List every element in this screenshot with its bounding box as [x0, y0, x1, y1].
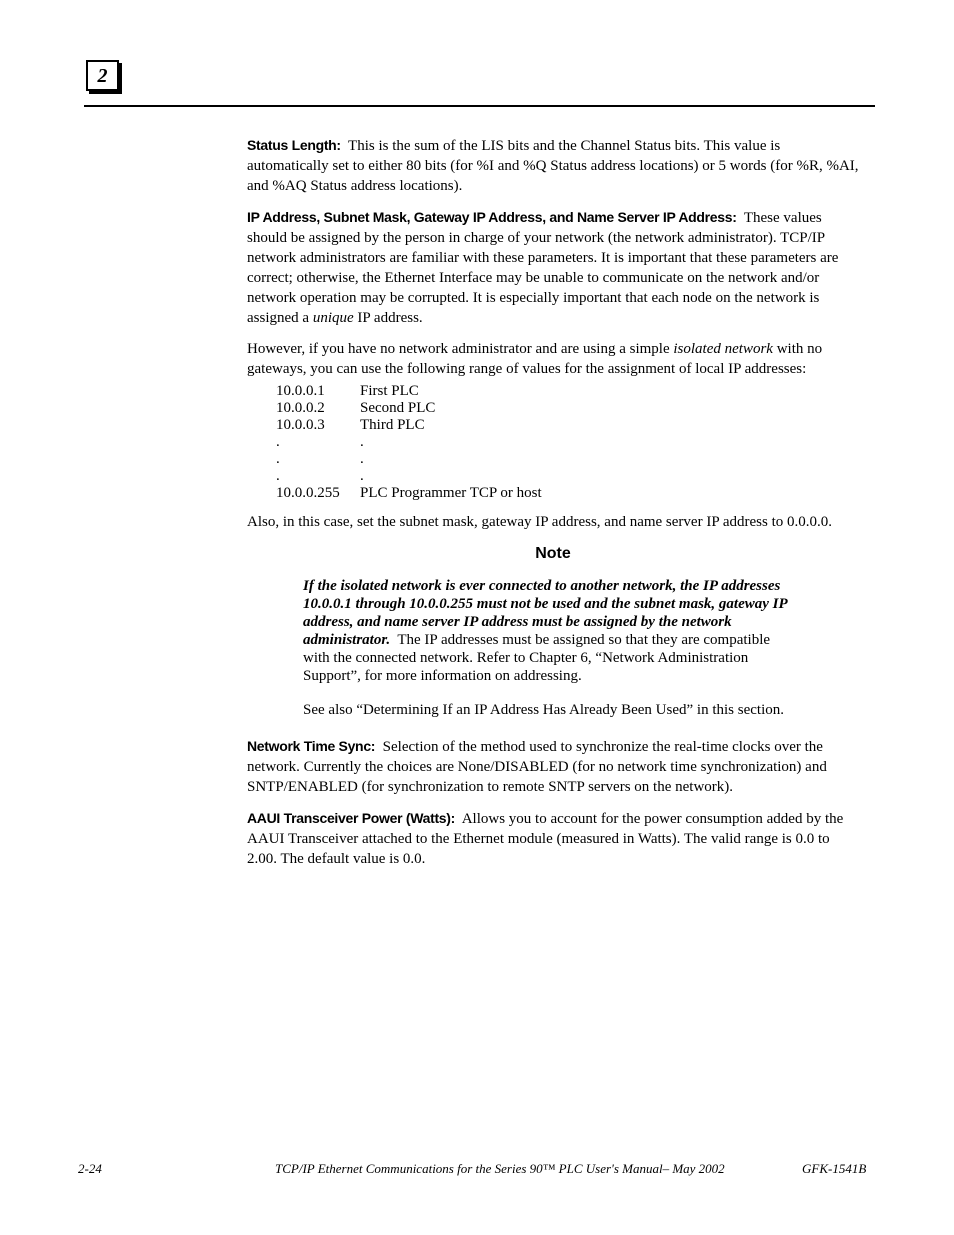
- aaui-text: Allows you to account for the power consumption added by the AAUI Transceiver attached to the Ethernet module (measured in Watts). The valid range is 0.0 to 2.00. The default value is 0.0.: [247, 811, 844, 867]
- status-length-text: This is the sum of the LIS bits and the Channel Status bits. This value is automatically set to either 80 bits (for %I and %Q Status address locations) or 5 words (for %R, %AI, and %AQ Status address locations).: [247, 138, 859, 194]
- network-time-sync-heading: Network Time Sync:: [247, 738, 376, 754]
- status-length-paragraph: [247, 135, 859, 196]
- ip-desc-cell: Third PLC: [360, 417, 425, 433]
- ip-address-heading: IP Address, Subnet Mask, Gateway IP Address, and Name Server IP Address:: [247, 209, 737, 225]
- isolated-text: However, if you have no network administrator and are using a simple: [247, 341, 670, 357]
- ip-addr-cell: 10.0.0.3: [276, 417, 325, 433]
- ip-desc-cell: .: [360, 468, 364, 484]
- ip-address-table: [276, 383, 542, 502]
- ip-addr-cell: .: [276, 468, 280, 484]
- note-body: [303, 577, 799, 719]
- also-paragraph: Also, in this case, set the subnet mask, gateway IP address, and name server IP address to 0.0.0.0.: [247, 514, 833, 530]
- table-row: [276, 451, 542, 468]
- note-warning-text: If the isolated network is ever connected to another network, the IP addresses 10.0.0.1 through 10.0.0.255 must not be used and the subnet mask, gateway IP address, and name server IP address must be assigned by the network administrator.: [303, 578, 788, 648]
- note-see-also: See also “Determining If an IP Address Has Already Been Used” in this section.: [303, 702, 784, 718]
- note-title: Note: [535, 545, 571, 562]
- ip-addr-cell: .: [276, 451, 280, 467]
- status-length-heading: Status Length:: [247, 137, 341, 153]
- chapter-number-box: [86, 60, 119, 91]
- ip-desc-cell: Second PLC: [360, 400, 436, 416]
- footer-title: TCP/IP Ethernet Communications for the Series 90™ PLC User's Manual– May 2002: [275, 1161, 725, 1176]
- isolated-network-paragraph: [247, 339, 859, 379]
- ip-addr-cell: .: [276, 434, 280, 450]
- note-paragraph: [303, 577, 799, 685]
- ip-address-text-end: IP address.: [357, 310, 423, 326]
- table-row: [276, 383, 542, 400]
- network-time-sync-paragraph: [247, 736, 859, 797]
- ip-desc-cell: First PLC: [360, 383, 419, 399]
- isolated-emphasis: isolated network: [673, 341, 773, 357]
- note-text: The IP addresses must be assigned so that they are compatible with the connected network. Refer to Chapter 6, “Network Administration Support”, for more information on addressing.: [303, 632, 771, 684]
- table-row: [276, 468, 542, 485]
- ip-address-text: These values should be assigned by the person in charge of your network (the network administrator). TCP/IP network administrators are familiar with these parameters. It is important that these parameters are correct; otherwise, the Ethernet Interface may be unable to communicate on the network and/or network operation may be corrupted. It is especially important that each node on the network is assigned a: [247, 210, 839, 326]
- isolated-text-end: with no gateways, you can use the following range of values for the assignment of local IP addresses:: [247, 341, 823, 377]
- ip-desc-cell: .: [360, 451, 364, 467]
- ip-addr-cell: 10.0.0.255: [276, 485, 340, 501]
- page-content: [247, 135, 859, 880]
- table-row: [276, 485, 542, 502]
- ip-desc-cell: .: [360, 434, 364, 450]
- ip-address-paragraph: [247, 207, 859, 328]
- header-rule: [84, 105, 875, 107]
- table-row: [276, 400, 542, 417]
- chapter-number: 2: [97, 65, 108, 87]
- ip-addr-cell: 10.0.0.2: [276, 400, 325, 416]
- ip-address-emphasis: unique: [312, 310, 354, 326]
- table-row: [276, 434, 542, 451]
- aaui-heading: AAUI Transceiver Power (Watts):: [247, 810, 456, 826]
- ip-addr-cell: 10.0.0.1: [276, 383, 325, 399]
- footer-doc-id: GFK-1541B: [802, 1161, 867, 1176]
- ip-desc-cell: PLC Programmer TCP or host: [360, 485, 542, 501]
- table-row: [276, 417, 542, 434]
- aaui-paragraph: [247, 808, 859, 869]
- network-time-sync-text: Selection of the method used to synchronize the real-time clocks over the network. Currently the choices are None/DISABLED (for no network time synchronization) and SNTP/ENABLED (for synchronization to remote SNTP servers on the network).: [247, 739, 827, 795]
- footer-page-number: 2-24: [78, 1161, 102, 1176]
